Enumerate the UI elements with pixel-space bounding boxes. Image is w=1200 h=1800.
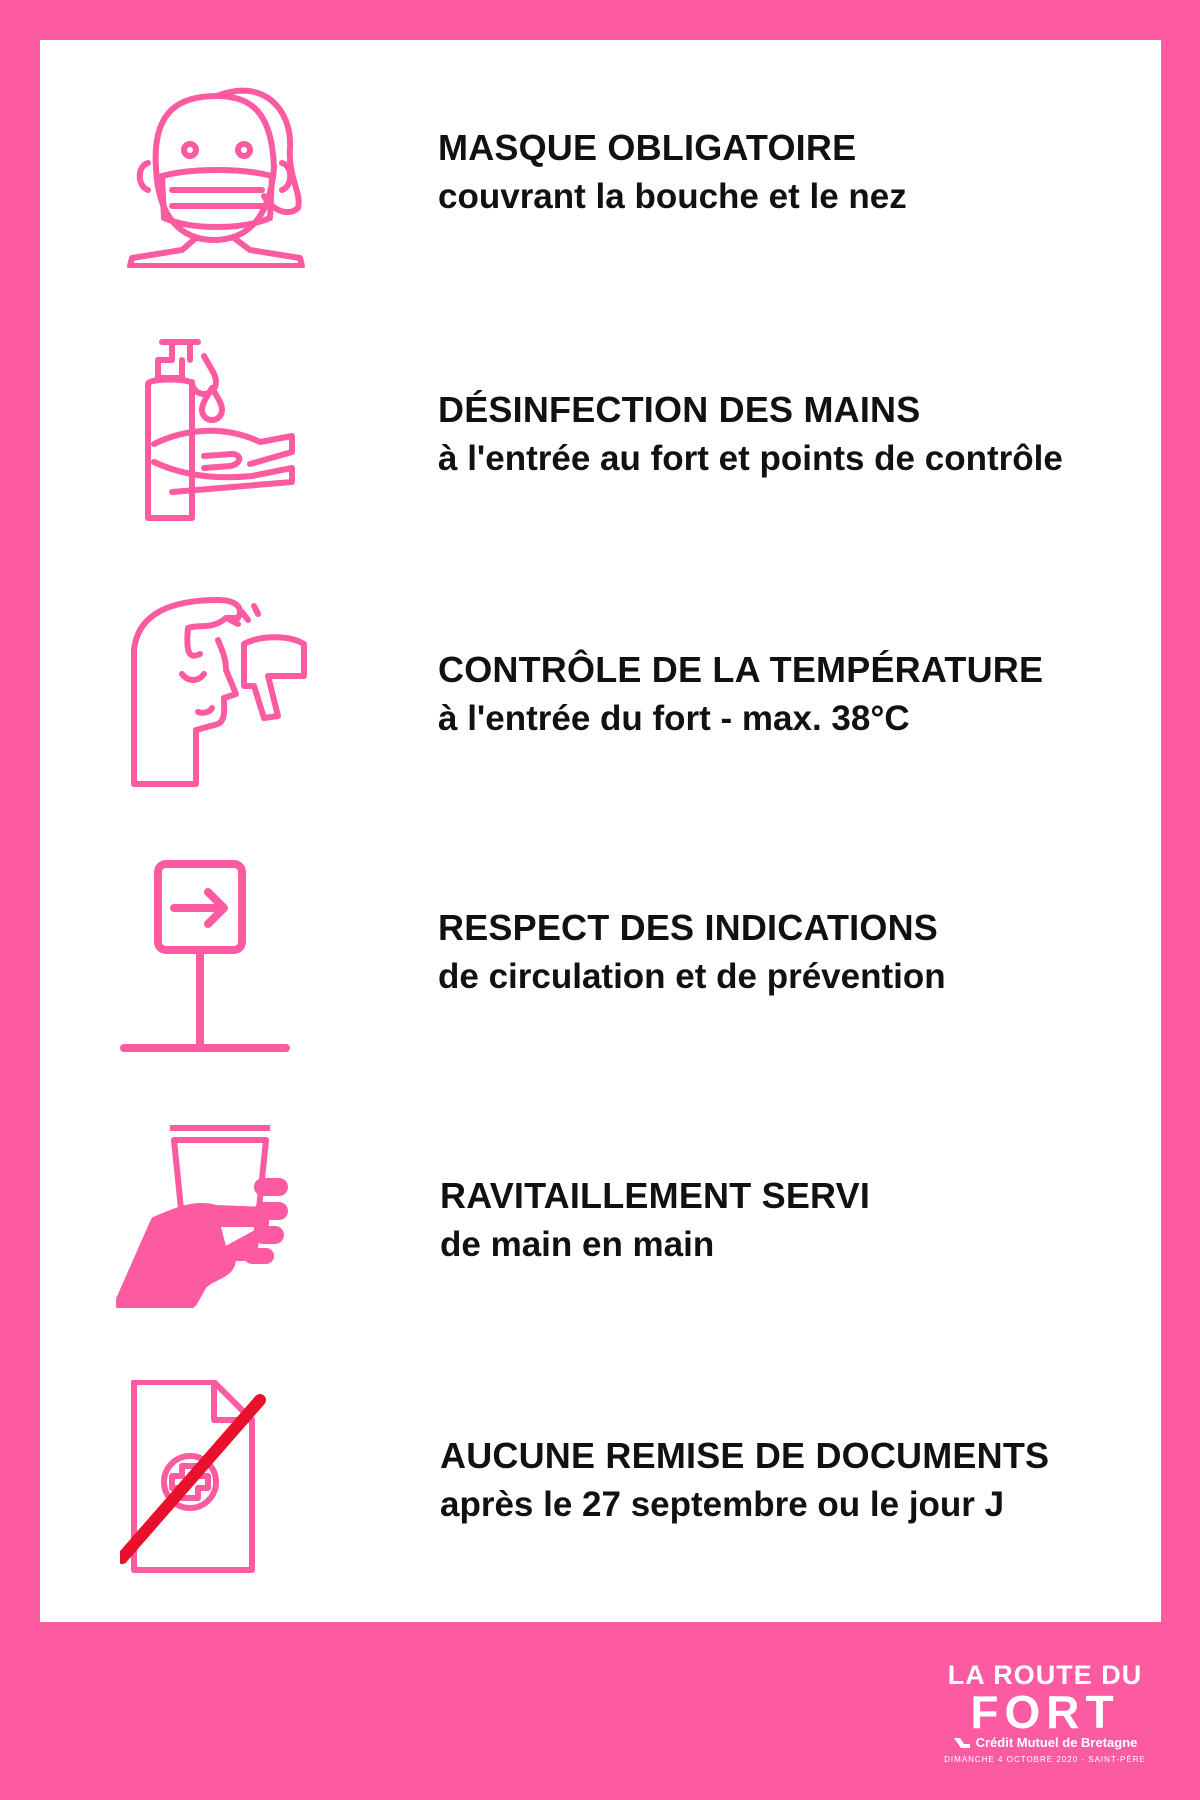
rule-title: RAVITAILLEMENT SERVI bbox=[440, 1175, 871, 1216]
rule-subtitle: après le 27 septembre ou le jour J bbox=[440, 1485, 1005, 1524]
rule-title: RESPECT DES INDICATIONS bbox=[438, 907, 938, 948]
event-date: DIMANCHE 4 OCTOBRE 2020 - SAINT-PÈRE bbox=[944, 1755, 1146, 1764]
event-logo bbox=[920, 1660, 1170, 1780]
rule-text bbox=[438, 124, 1158, 222]
sponsor-label: Crédit Mutuel de Bretagne bbox=[975, 1735, 1138, 1750]
rule-title: AUCUNE REMISE DE DOCUMENTS bbox=[440, 1435, 1050, 1476]
no-medical-document-icon bbox=[120, 1380, 320, 1580]
rule-text bbox=[438, 386, 1158, 484]
face-mask-icon bbox=[112, 68, 312, 268]
rule-subtitle: à l'entrée au fort et points de contrôle bbox=[438, 439, 1063, 478]
rule-subtitle: de main en main bbox=[440, 1225, 715, 1264]
rule-title: CONTRÔLE DE LA TEMPÉRATURE bbox=[438, 649, 1044, 690]
rule-title: DÉSINFECTION DES MAINS bbox=[438, 389, 921, 430]
hand-cup-icon bbox=[116, 1118, 316, 1318]
rule-subtitle: couvrant la bouche et le nez bbox=[438, 177, 907, 216]
rule-subtitle: de circulation et de prévention bbox=[438, 957, 946, 996]
rule-title: MASQUE OBLIGATOIRE bbox=[438, 127, 857, 168]
hand-sanitizer-icon bbox=[112, 332, 312, 532]
rule-subtitle: à l'entrée du fort - max. 38°C bbox=[438, 699, 910, 738]
logo-line-1: LA ROUTE DU bbox=[947, 1660, 1143, 1690]
logo-line-2: FORT bbox=[970, 1686, 1120, 1738]
rule-text bbox=[438, 646, 1158, 744]
rule-text bbox=[440, 1172, 1160, 1270]
rules-panel bbox=[40, 40, 1161, 1622]
sponsor-logo-icon bbox=[953, 1736, 971, 1750]
rule-text bbox=[440, 1432, 1160, 1530]
thermometer-scan-icon bbox=[108, 590, 308, 790]
sponsor-name bbox=[920, 1734, 1170, 1752]
direction-sign-icon bbox=[120, 860, 320, 1060]
rule-text bbox=[438, 904, 1158, 1002]
